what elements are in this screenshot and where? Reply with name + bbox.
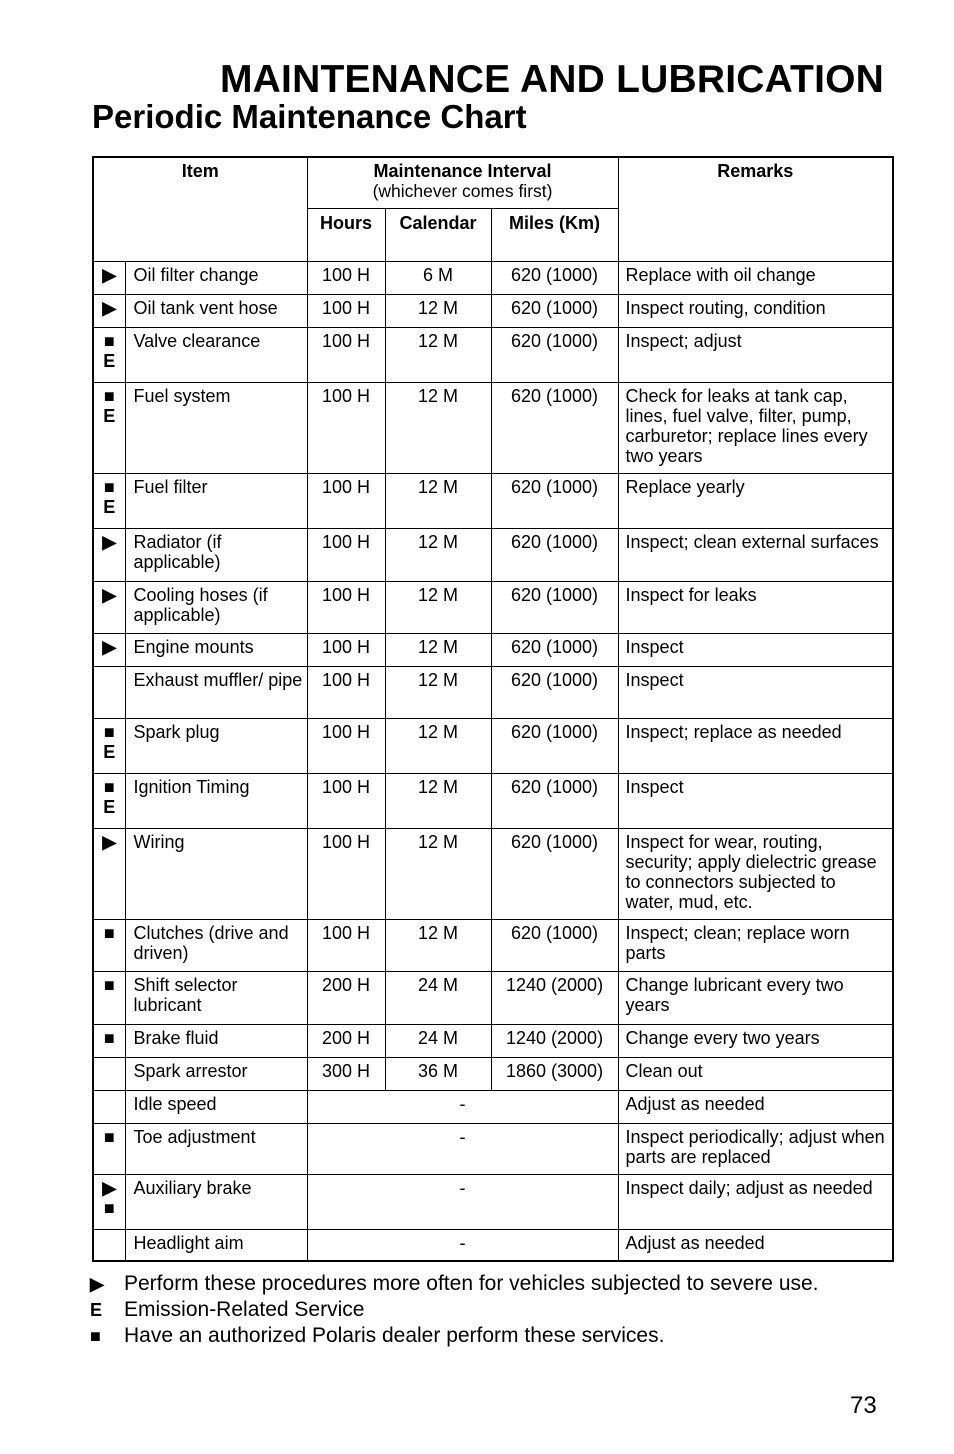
table-row <box>93 383 893 474</box>
calendar-cell: 36 M <box>385 1058 491 1091</box>
item-name: Fuel filter <box>125 474 307 529</box>
square-icon: ■ <box>103 777 115 797</box>
hours-cell: 100 H <box>307 829 385 920</box>
table-row <box>93 774 893 829</box>
miles-cell: 620 (1000) <box>491 634 618 667</box>
table-row <box>93 667 893 719</box>
page-subtitle: Periodic Maintenance Chart <box>92 98 527 135</box>
header-maintenance-interval <box>307 157 618 209</box>
miles-cell: 620 (1000) <box>491 262 618 295</box>
table-row <box>93 634 893 667</box>
item-name: Oil filter change <box>125 262 307 295</box>
emission-icon: E <box>103 406 116 426</box>
row-symbols <box>93 582 125 634</box>
remarks-cell: Inspect; adjust <box>618 328 893 383</box>
calendar-cell: 12 M <box>385 829 491 920</box>
header-remarks: Remarks <box>618 157 893 262</box>
row-symbols <box>93 262 125 295</box>
calendar-cell: 12 M <box>385 667 491 719</box>
calendar-cell: 12 M <box>385 295 491 328</box>
legend <box>90 1271 819 1349</box>
remarks-cell: Inspect for wear, routing, security; apply dielectric grease to connectors subjected to water, mud, etc. <box>618 829 893 920</box>
remarks-cell: Inspect daily; adjust as needed <box>618 1175 893 1230</box>
legend-item <box>90 1297 819 1323</box>
arrow-icon: ▶ <box>102 532 117 552</box>
row-symbols <box>93 1091 125 1124</box>
emission-icon: E <box>103 497 116 517</box>
miles-cell: 1860 (3000) <box>491 1058 618 1091</box>
header-interval-note: (whichever comes first) <box>372 181 553 201</box>
table-row <box>93 972 893 1025</box>
remarks-cell: Inspect; clean external surfaces <box>618 529 893 582</box>
item-name: Toe adjustment <box>125 1124 307 1175</box>
row-symbols <box>93 667 125 719</box>
arrow-icon: ▶ <box>102 832 117 852</box>
arrow-icon: ▶ <box>102 298 117 318</box>
hours-cell: 100 H <box>307 295 385 328</box>
row-symbols <box>93 719 125 774</box>
row-symbols <box>93 295 125 328</box>
table-row <box>93 474 893 529</box>
square-icon: ■ <box>103 477 115 497</box>
row-symbols <box>93 1230 125 1261</box>
hours-cell: 100 H <box>307 582 385 634</box>
miles-cell: 620 (1000) <box>491 529 618 582</box>
row-symbols <box>93 634 125 667</box>
row-symbols <box>93 328 125 383</box>
row-symbols <box>93 474 125 529</box>
hours-cell: 100 H <box>307 383 385 474</box>
calendar-cell: 12 M <box>385 529 491 582</box>
miles-cell: 1240 (2000) <box>491 972 618 1025</box>
page-number: 73 <box>850 1392 877 1419</box>
arrow-icon: ▶ <box>90 1274 104 1294</box>
miles-cell: 620 (1000) <box>491 920 618 972</box>
square-icon: ■ <box>103 1028 115 1048</box>
square-icon: ■ <box>103 386 115 406</box>
item-name: Engine mounts <box>125 634 307 667</box>
square-icon: ■ <box>103 1198 115 1218</box>
arrow-icon: ▶ <box>102 265 117 285</box>
miles-cell: 620 (1000) <box>491 295 618 328</box>
table-row <box>93 328 893 383</box>
miles-cell: 620 (1000) <box>491 582 618 634</box>
square-icon: ■ <box>103 975 115 995</box>
remarks-cell: Change every two years <box>618 1025 893 1058</box>
calendar-cell: 12 M <box>385 920 491 972</box>
header-interval-label: Maintenance Interval <box>373 161 552 181</box>
row-symbols <box>93 1025 125 1058</box>
hours-cell: 100 H <box>307 634 385 667</box>
row-symbols <box>93 774 125 829</box>
remarks-cell: Inspect; replace as needed <box>618 719 893 774</box>
item-name: Radiator (if applicable) <box>125 529 307 582</box>
table-row <box>93 582 893 634</box>
remarks-cell: Adjust as needed <box>618 1230 893 1261</box>
item-name: Ignition Timing <box>125 774 307 829</box>
table-row <box>93 920 893 972</box>
table-row <box>93 1175 893 1230</box>
miles-cell: 620 (1000) <box>491 474 618 529</box>
emission-icon: E <box>90 1300 103 1320</box>
table-row <box>93 719 893 774</box>
interval-cell: - <box>307 1175 618 1230</box>
square-icon: ■ <box>103 722 115 742</box>
hours-cell: 100 H <box>307 328 385 383</box>
calendar-cell: 12 M <box>385 719 491 774</box>
emission-icon: E <box>103 351 116 371</box>
remarks-cell: Inspect routing, condition <box>618 295 893 328</box>
row-symbols <box>93 383 125 474</box>
legend-text: Perform these procedures more often for vehicles subjected to severe use. <box>124 1272 819 1295</box>
header-item: Item <box>93 157 307 262</box>
emission-icon: E <box>103 797 116 817</box>
hours-cell: 100 H <box>307 529 385 582</box>
table-row <box>93 829 893 920</box>
calendar-cell: 12 M <box>385 774 491 829</box>
remarks-cell: Replace with oil change <box>618 262 893 295</box>
remarks-cell: Inspect <box>618 667 893 719</box>
calendar-cell: 24 M <box>385 972 491 1025</box>
header-calendar: Calendar <box>385 209 491 262</box>
arrow-icon: ▶ <box>102 1178 117 1198</box>
table-row <box>93 1124 893 1175</box>
remarks-cell: Inspect for leaks <box>618 582 893 634</box>
remarks-cell: Change lubricant every two years <box>618 972 893 1025</box>
remarks-cell: Inspect; clean; replace worn parts <box>618 920 893 972</box>
item-name: Valve clearance <box>125 328 307 383</box>
row-symbols <box>93 529 125 582</box>
table-row <box>93 529 893 582</box>
header-miles: Miles (Km) <box>491 209 618 262</box>
item-name: Spark plug <box>125 719 307 774</box>
item-name: Oil tank vent hose <box>125 295 307 328</box>
calendar-cell: 12 M <box>385 634 491 667</box>
item-name: Brake fluid <box>125 1025 307 1058</box>
square-icon: ■ <box>90 1326 101 1346</box>
row-symbols <box>93 1175 125 1230</box>
item-name: Auxiliary brake <box>125 1175 307 1230</box>
emission-icon: E <box>103 742 116 762</box>
hours-cell: 300 H <box>307 1058 385 1091</box>
row-symbols <box>93 920 125 972</box>
calendar-cell: 12 M <box>385 383 491 474</box>
miles-cell: 1240 (2000) <box>491 1025 618 1058</box>
item-name: Headlight aim <box>125 1230 307 1261</box>
miles-cell: 620 (1000) <box>491 774 618 829</box>
legend-item <box>90 1323 819 1349</box>
calendar-cell: 6 M <box>385 262 491 295</box>
item-name: Clutches (drive and driven) <box>125 920 307 972</box>
table-row <box>93 1230 893 1261</box>
table-row <box>93 1091 893 1124</box>
item-name: Wiring <box>125 829 307 920</box>
interval-cell: - <box>307 1124 618 1175</box>
interval-cell: - <box>307 1230 618 1261</box>
item-name: Idle speed <box>125 1091 307 1124</box>
square-icon: ■ <box>103 1127 115 1147</box>
miles-cell: 620 (1000) <box>491 719 618 774</box>
remarks-cell: Inspect periodically; adjust when parts are replaced <box>618 1124 893 1175</box>
arrow-icon: ▶ <box>102 585 117 605</box>
miles-cell: 620 (1000) <box>491 829 618 920</box>
header-hours: Hours <box>307 209 385 262</box>
miles-cell: 620 (1000) <box>491 328 618 383</box>
remarks-cell: Clean out <box>618 1058 893 1091</box>
hours-cell: 200 H <box>307 972 385 1025</box>
calendar-cell: 12 M <box>385 328 491 383</box>
square-icon: ■ <box>103 923 115 943</box>
item-name: Fuel system <box>125 383 307 474</box>
table-row <box>93 1025 893 1058</box>
table-row <box>93 295 893 328</box>
arrow-icon: ▶ <box>102 637 117 657</box>
row-symbols <box>93 829 125 920</box>
table-row <box>93 262 893 295</box>
item-name: Exhaust muffler/ pipe <box>125 667 307 719</box>
calendar-cell: 12 M <box>385 474 491 529</box>
hours-cell: 100 H <box>307 474 385 529</box>
miles-cell: 620 (1000) <box>491 383 618 474</box>
calendar-cell: 12 M <box>385 582 491 634</box>
legend-item <box>90 1271 819 1297</box>
table-row <box>93 1058 893 1091</box>
row-symbols <box>93 972 125 1025</box>
item-name: Shift selector lubricant <box>125 972 307 1025</box>
row-symbols <box>93 1058 125 1091</box>
remarks-cell: Replace yearly <box>618 474 893 529</box>
item-name: Cooling hoses (if applicable) <box>125 582 307 634</box>
square-icon: ■ <box>103 331 115 351</box>
maintenance-table <box>92 156 894 1262</box>
calendar-cell: 24 M <box>385 1025 491 1058</box>
interval-cell: - <box>307 1091 618 1124</box>
hours-cell: 100 H <box>307 719 385 774</box>
remarks-cell: Adjust as needed <box>618 1091 893 1124</box>
row-symbols <box>93 1124 125 1175</box>
miles-cell: 620 (1000) <box>491 667 618 719</box>
legend-text: Have an authorized Polaris dealer perform these services. <box>124 1324 665 1347</box>
page-title: MAINTENANCE AND LUBRICATION <box>220 58 885 101</box>
remarks-cell: Inspect <box>618 634 893 667</box>
hours-cell: 100 H <box>307 920 385 972</box>
item-name: Spark arrestor <box>125 1058 307 1091</box>
legend-text: Emission-Related Service <box>124 1298 365 1321</box>
hours-cell: 100 H <box>307 262 385 295</box>
hours-cell: 200 H <box>307 1025 385 1058</box>
hours-cell: 100 H <box>307 774 385 829</box>
remarks-cell: Check for leaks at tank cap, lines, fuel valve, filter, pump, carburetor; replace lines every two years <box>618 383 893 474</box>
remarks-cell: Inspect <box>618 774 893 829</box>
hours-cell: 100 H <box>307 667 385 719</box>
